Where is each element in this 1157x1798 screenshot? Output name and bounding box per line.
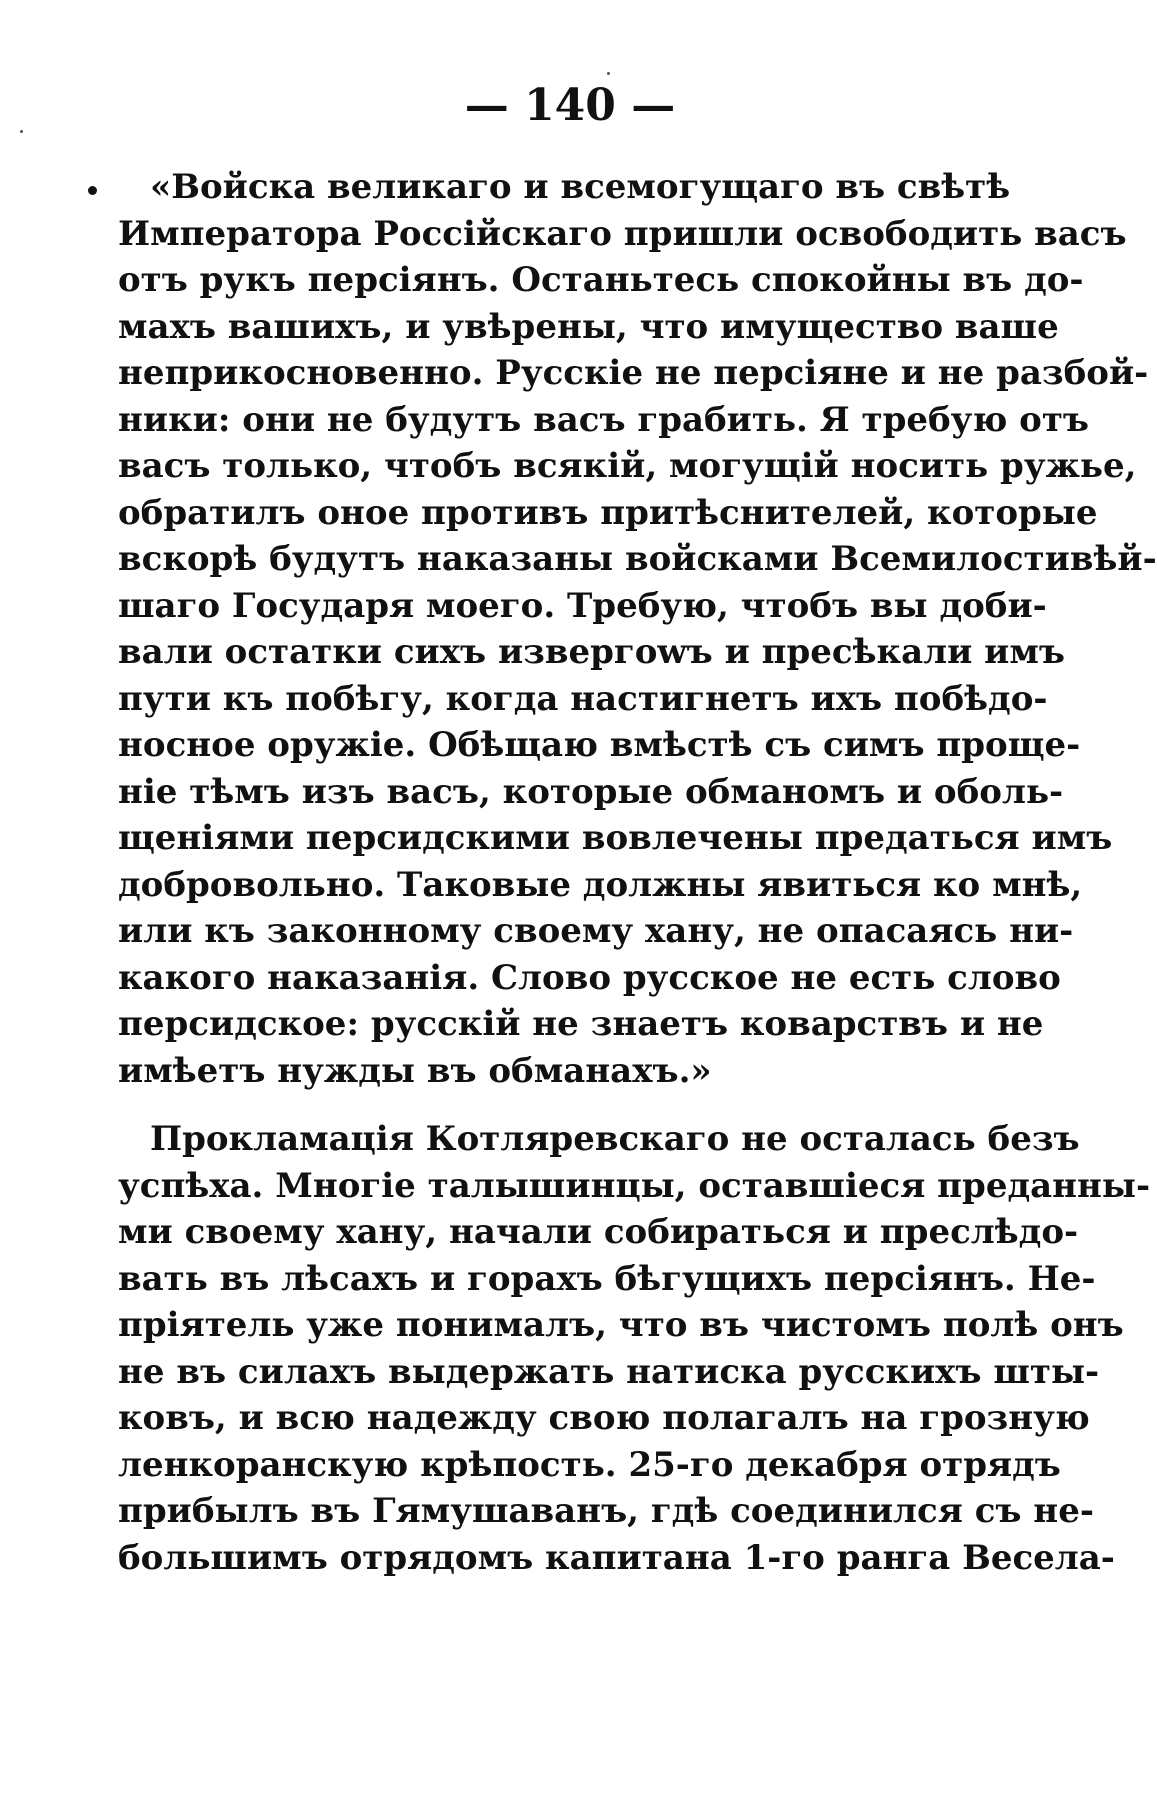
stray-ink-mark xyxy=(20,130,23,133)
text-line: не въ силахъ выдержать натиска русскихъ шты- xyxy=(118,1351,1100,1392)
text-line: обратилъ оное противъ притѣснителей, которые xyxy=(118,492,1098,533)
text-line: прибылъ въ Гямушаванъ, гдѣ соединился съ не- xyxy=(118,1491,1094,1531)
text-line: персидское: русскій не знаетъ коварствъ и не xyxy=(118,1004,1044,1044)
text-line: большимъ отрядомъ капитана 1-го ранга Весела- xyxy=(118,1537,1115,1578)
text-line: пріятель уже понималъ, что въ чистомъ полѣ онъ xyxy=(118,1305,1124,1345)
text-line: какого наказанія. Слово русское не есть слово xyxy=(118,957,1061,998)
margin-dot-mark xyxy=(88,186,97,195)
text-line: махъ вашихъ, и увѣрены, что имущество ваше xyxy=(118,306,1059,347)
text-line: носное оружіе. Обѣщаю вмѣстѣ съ симъ проще- xyxy=(118,725,1081,765)
page-number: — 140 — xyxy=(464,80,676,131)
text-line: отъ рукъ персіянъ. Останьтесь спокойны въ до- xyxy=(118,260,1084,300)
paragraph-proclamation xyxy=(118,164,1157,1094)
text-line: ніе тѣмъ изъ васъ, которые обманомъ и оболь- xyxy=(118,771,1064,812)
paragraph-narrative xyxy=(118,1116,1151,1581)
text-line: «Войска великаго и всемогущаго въ свѣтѣ xyxy=(150,167,1011,207)
text-line: пути къ побѣгу, когда настигнетъ ихъ побѣдо- xyxy=(118,678,1048,719)
stray-ink-mark xyxy=(607,72,610,75)
text-line: ники: они не будутъ васъ грабить. Я требую отъ xyxy=(118,399,1089,440)
text-line: шаго Государя моего. Требую, чтобъ вы доби- xyxy=(118,585,1047,626)
text-line: Прокламація Котляревскаго не осталась безъ xyxy=(150,1119,1080,1159)
text-line: вали остатки сихъ извергowъ и пресѣкали имъ xyxy=(118,632,1065,672)
text-line: ковъ, и всю надежду свою полагалъ на грозную xyxy=(118,1398,1090,1438)
text-line: щеніями персидскими вовлечены предаться имъ xyxy=(118,818,1113,858)
text-line: неприкосновенно. Руcскіе не персіяне и не разбой- xyxy=(118,353,1149,393)
text-line: или къ законному своему хану, не опасаясь ни- xyxy=(118,911,1074,951)
text-line: ленкоранскую крѣпость. 25-го декабря отрядъ xyxy=(118,1444,1061,1485)
text-line: ми своему хану, начали собираться и преслѣдо- xyxy=(118,1212,1079,1252)
text-line: успѣха. Многіе талышинцы, оставшіеся преданны- xyxy=(118,1165,1151,1206)
text-line: Императора Россійскаго пришли освободить васъ xyxy=(118,213,1127,254)
text-line: вскорѣ будутъ наказаны войсками Всемилостивѣй- xyxy=(118,539,1157,579)
text-line: вать въ лѣсахъ и горахъ бѣгущихъ персіянъ. Не- xyxy=(118,1258,1096,1299)
text-line: добровольно. Таковые должны явиться ко мнѣ, xyxy=(118,864,1083,905)
text-line: васъ только, чтобъ всякій, могущій носить ружье, xyxy=(118,446,1137,486)
text-line: имѣетъ нужды въ обманахъ.» xyxy=(118,1050,712,1091)
